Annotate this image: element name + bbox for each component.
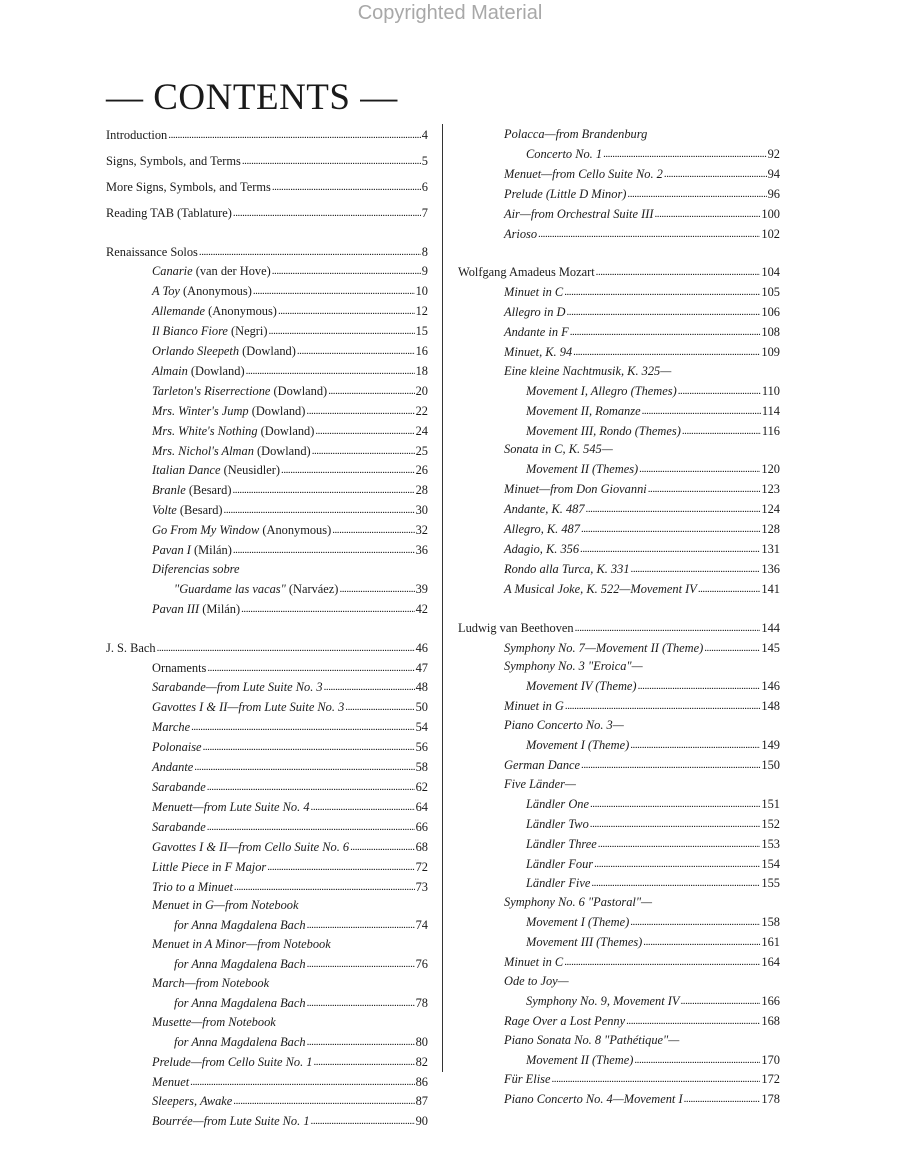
toc-entry[interactable]: Menuett—from Lute Suite No. 4 . . . 64 (106, 797, 428, 817)
toc-entry[interactable]: Prelude—from Cello Suite No. 1 . . . 82 (106, 1052, 428, 1072)
toc-entry[interactable]: Adagio, K. 356 . . . 131 (458, 539, 780, 559)
toc-entry[interactable]: Menuet—from Cello Suite No. 2 . . . 94 (458, 164, 780, 184)
toc-entry[interactable]: for Anna Magdalena Bach . . . 78 (106, 993, 428, 1013)
toc-entry[interactable]: Movement I, Allegro (Themes) . . . 110 (458, 381, 780, 401)
toc-entry[interactable]: Bourrée—from Lute Suite No. 1 . . . 90 (106, 1111, 428, 1131)
toc-entry[interactable]: Ländler Three . . . 153 (458, 834, 780, 854)
toc-entry-line[interactable]: Symphony No. 6 "Pastoral"— (504, 895, 653, 910)
toc-entry[interactable]: Ornaments . . . 47 (106, 658, 428, 678)
toc-entry-line[interactable]: Menuet in G—from Notebook (152, 898, 299, 913)
toc-entry-line[interactable]: Piano Sonata No. 8 "Pathétique"— (504, 1032, 680, 1047)
toc-entry[interactable]: Trio to a Minuet . . . 73 (106, 877, 428, 897)
toc-entry[interactable]: Tarleton's Riserrectione (Dowland) . . . 20 (106, 381, 428, 401)
toc-entry-line[interactable]: Eine kleine Nachtmusik, K. 325— (504, 363, 672, 378)
toc-entry-line[interactable]: Symphony No. 3 "Eroica"— (504, 659, 643, 674)
toc-entry[interactable]: Für Elise . . . 172 (458, 1069, 780, 1089)
toc-entry[interactable]: Reading TAB (Tablature) . . . 7 (106, 203, 428, 223)
toc-entry[interactable]: A Toy (Anonymous) . . . 10 (106, 281, 428, 301)
toc-entry[interactable]: Ländler Two . . . 152 (458, 814, 780, 834)
toc-entry[interactable]: Prelude (Little D Minor) . . . 96 (458, 184, 780, 204)
toc-entry[interactable]: Air—from Orchestral Suite III . . . 100 (458, 204, 780, 224)
toc-entry[interactable]: Minuet in G . . . 148 (458, 696, 780, 716)
toc-entry[interactable]: Symphony No. 7—Movement II (Theme) . . . 145 (458, 638, 780, 658)
toc-entry[interactable]: Menuet . . . 86 (106, 1072, 428, 1092)
toc-entry[interactable]: Mrs. Nichol's Alman (Dowland) . . . 25 (106, 441, 428, 461)
toc-entry[interactable]: Allegro in D . . . 106 (458, 302, 780, 322)
toc-entry[interactable]: Piano Concerto No. 4—Movement I . . . 178 (458, 1089, 780, 1109)
toc-entry-line[interactable]: Five Länder— (504, 776, 576, 791)
toc-entry[interactable]: Mrs. White's Nothing (Dowland) . . . 24 (106, 421, 428, 441)
front-matter-list (106, 125, 428, 223)
toc-entry-line[interactable]: Ode to Joy— (504, 973, 569, 988)
toc-entry-line[interactable]: Musette—from Notebook (152, 1014, 276, 1029)
toc-entry[interactable]: Mrs. Winter's Jump (Dowland) . . . 22 (106, 401, 428, 421)
toc-entry[interactable]: Marche . . . 54 (106, 717, 428, 737)
copyright-watermark: Copyrighted Material (357, 2, 543, 24)
toc-entry[interactable]: Allegro, K. 487 . . . 128 (458, 519, 780, 539)
toc-entry[interactable]: Pavan III (Milán) . . . 42 (106, 599, 428, 619)
toc-entry[interactable]: Minuet in C . . . 164 (458, 952, 780, 972)
page-title: — CONTENTS — (106, 77, 398, 118)
section-renaissance-solos[interactable]: Renaissance Solos . . . 8 (106, 242, 428, 262)
mozart-list (458, 282, 780, 599)
toc-entry[interactable]: for Anna Magdalena Bach . . . 76 (106, 954, 428, 974)
toc-entry-line[interactable]: Menuet in A Minor—from Notebook (152, 937, 331, 952)
toc-entry[interactable]: Sleepers, Awake . . . 87 (106, 1091, 428, 1111)
toc-entry[interactable]: for Anna Magdalena Bach . . . 74 (106, 915, 428, 935)
toc-entry[interactable]: Ländler Five . . . 155 (458, 873, 780, 893)
toc-entry[interactable]: Rondo alla Turca, K. 331 . . . 136 (458, 559, 780, 579)
toc-entry-line[interactable]: Polacca—from Brandenburg (504, 127, 648, 141)
toc-entry[interactable]: Sarabande . . . 66 (106, 817, 428, 837)
toc-entry-line[interactable]: Piano Concerto No. 3— (504, 718, 624, 733)
toc-entry[interactable]: Movement II, Romanze . . . 114 (458, 401, 780, 421)
toc-entry[interactable]: Minuet, K. 94 . . . 109 (458, 342, 780, 362)
toc-entry[interactable]: Movement II (Themes) . . . 120 (458, 459, 780, 479)
toc-entry[interactable]: Movement III, Rondo (Themes) . . . 116 (458, 421, 780, 441)
toc-entry[interactable]: Italian Dance (Neusidler) . . . 26 (106, 460, 428, 480)
toc-entry[interactable]: Il Bianco Fiore (Negri) . . . 15 (106, 321, 428, 341)
toc-entry[interactable]: Movement IV (Theme) . . . 146 (458, 676, 780, 696)
toc-entry[interactable]: Symphony No. 9, Movement IV . . . 166 (458, 991, 780, 1011)
toc-entry[interactable]: Little Piece in F Major . . . 72 (106, 857, 428, 877)
toc-entry[interactable]: Go From My Window (Anonymous) . . . 32 (106, 520, 428, 540)
toc-entry-line[interactable]: Diferencias sobre (152, 562, 240, 577)
toc-entry[interactable]: Andante in F . . . 108 (458, 322, 780, 342)
toc-entry[interactable]: Rage Over a Lost Penny . . . 168 (458, 1011, 780, 1031)
toc-entry[interactable]: Sarabande . . . 62 (106, 777, 428, 797)
toc-entry[interactable]: Introduction . . . 4 (106, 125, 428, 145)
renaissance-list (106, 261, 428, 618)
toc-entry[interactable]: Sarabande—from Lute Suite No. 3 . . . 48 (106, 677, 428, 697)
toc-entry[interactable]: Concerto No. 1 . . . 92 (458, 144, 780, 164)
contents-right-column (458, 125, 780, 1109)
toc-entry[interactable]: "Guardame las vacas" (Narváez) . . . 39 (106, 579, 428, 599)
toc-entry[interactable]: Ländler One . . . 151 (458, 794, 780, 814)
toc-entry[interactable]: Branle (Besard) . . . 28 (106, 480, 428, 500)
toc-entry[interactable]: Minuet—from Don Giovanni . . . 123 (458, 479, 780, 499)
toc-entry[interactable]: Allemande (Anonymous) . . . 12 (106, 301, 428, 321)
toc-entry-line[interactable]: March—from Notebook (152, 976, 270, 991)
toc-entry[interactable]: Gavottes I & II—from Lute Suite No. 3 . . . 50 (106, 697, 428, 717)
toc-entry[interactable]: More Signs, Symbols, and Terms . . . 6 (106, 177, 428, 197)
toc-entry[interactable]: for Anna Magdalena Bach . . . 80 (106, 1032, 428, 1052)
toc-entry[interactable]: Andante . . . 58 (106, 757, 428, 777)
toc-entry[interactable]: Movement I (Theme) . . . 158 (458, 912, 780, 932)
toc-entry[interactable]: Ländler Four . . . 154 (458, 854, 780, 874)
section-bach[interactable]: J. S. Bach . . . 46 (106, 638, 428, 658)
toc-entry[interactable]: Signs, Symbols, and Terms . . . 5 (106, 151, 428, 171)
toc-entry[interactable]: Andante, K. 487 . . . 124 (458, 499, 780, 519)
toc-entry[interactable]: Minuet in C . . . 105 (458, 282, 780, 302)
bach-continued-list (458, 125, 780, 243)
beethoven-list (458, 638, 780, 1110)
toc-entry[interactable]: Canarie (van der Hove) . . . 9 (106, 261, 428, 281)
toc-entry[interactable]: Almain (Dowland) . . . 18 (106, 361, 428, 381)
toc-entry[interactable]: Arioso . . . 102 (458, 224, 780, 244)
toc-entry[interactable]: Movement II (Theme) . . . 170 (458, 1050, 780, 1070)
toc-entry[interactable]: German Dance . . . 150 (458, 755, 780, 775)
column-divider (442, 124, 443, 1072)
toc-entry[interactable]: Pavan I (Milán) . . . 36 (106, 540, 428, 560)
bach-list (106, 658, 428, 1132)
toc-entry[interactable]: Polonaise . . . 56 (106, 737, 428, 757)
toc-entry-line[interactable]: Sonata in C, K. 545— (504, 442, 613, 457)
toc-entry[interactable]: Movement I (Theme) . . . 149 (458, 735, 780, 755)
toc-entry[interactable]: Gavottes I & II—from Cello Suite No. 6 . . . 68 (106, 837, 428, 857)
contents-left-column (106, 125, 428, 1131)
section-mozart[interactable]: Wolfgang Amadeus Mozart . . . 104 (458, 262, 780, 282)
toc-entry[interactable]: Orlando Sleepeth (Dowland) . . . 16 (106, 341, 428, 361)
section-beethoven[interactable]: Ludwig van Beethoven . . . 144 (458, 618, 780, 638)
toc-entry[interactable]: A Musical Joke, K. 522—Movement IV . . . 141 (458, 579, 780, 599)
toc-entry[interactable]: Movement III (Themes) . . . 161 (458, 932, 780, 952)
toc-entry[interactable]: Volte (Besard) . . . 30 (106, 500, 428, 520)
